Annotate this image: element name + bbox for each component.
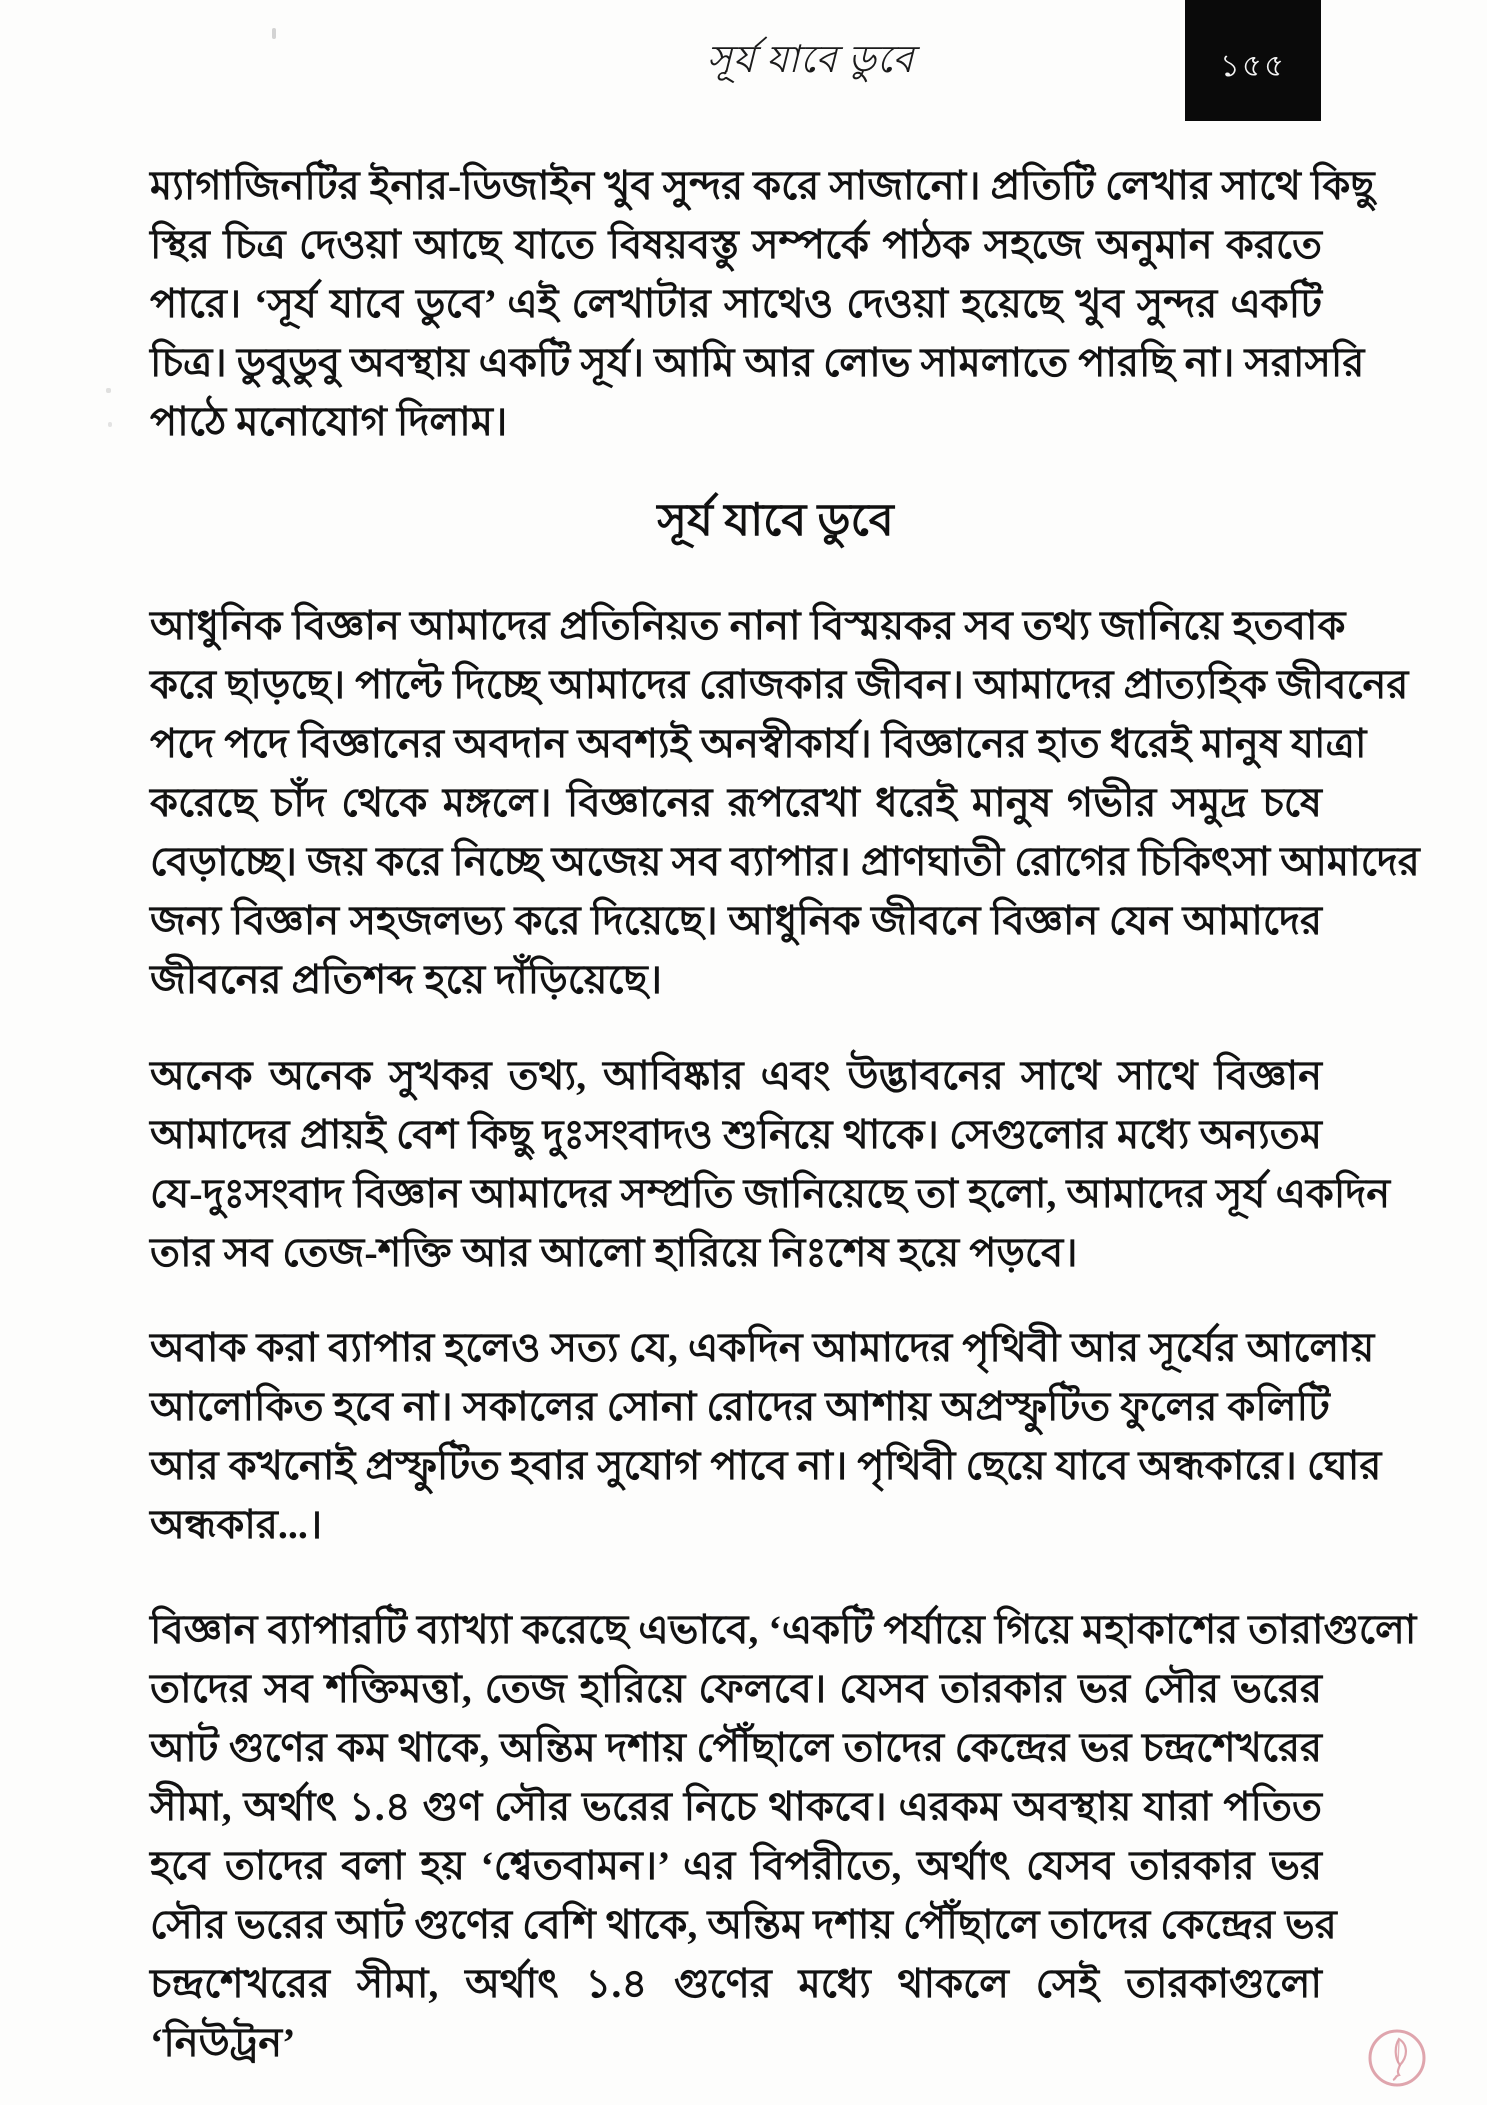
paragraph-line: বিজ্ঞান ব্যাপারটি ব্যাখ্যা করেছে এভাবে, ‘একটি পর্যায়ে গিয়ে মহাকাশের তারাগুলো [150,1607,1417,1652]
paragraph-line: পদে পদে বিজ্ঞানের অবদান অবশ্যই অনস্বীকার্য। বিজ্ঞানের হাত ধরেই মানুষ যাত্রা [150,721,1367,766]
paragraph-line: চিত্র। ডুবুডুবু অবস্থায় একটি সূর্য। আমি আর লোভ সামলাতে পারছি না। সরাসরি [150,340,1365,385]
paragraph-4 [150,1318,1382,1554]
paragraph-line: আট গুণের কম থাকে, অন্তিম দশায় পৌঁছালে তাদের কেন্দ্রের ভর চন্দ্রশেখরের [150,1725,1322,1770]
scan-speck [272,28,276,39]
paragraph-line: চন্দ্রশেখরের সীমা, অর্থাৎ ১.৪ গুণের মধ্যে থাকলে সেই তারকাগুলো ‘নিউট্রন’ [150,1961,1322,2065]
paragraph-line: জন্য বিজ্ঞান সহজলভ্য করে দিয়েছে। আধুনিক জীবনে বিজ্ঞান যেন আমাদের [150,898,1322,943]
running-head: সূর্য যাবে ডুবে [706,39,915,81]
paragraph-line: করেছে চাঁদ থেকে মঙ্গলে। বিজ্ঞানের রূপরেখা ধরেই মানুষ গভীর সমুদ্র চষে [150,780,1322,825]
paragraph-2 [150,596,1420,1009]
paragraph-line: পাঠে মনোযোগ দিলাম। [150,399,508,444]
paragraph-line: হবে তাদের বলা হয় ‘শ্বেতবামন।’ এর বিপরীতে, অর্থাৎ যেসব তারকার ভর [150,1843,1322,1888]
paragraph-line: আলোকিত হবে না। সকালের সোনা রোদের আশায় অপ্রস্ফুটিত ফুলের কলিটি [150,1384,1330,1429]
paragraph-line: তার সব তেজ-শক্তি আর আলো হারিয়ে নিঃশেষ হয়ে পড়বে। [150,1230,1078,1275]
paragraph-line: যে-দুঃসংবাদ বিজ্ঞান আমাদের সম্প্রতি জানিয়েছে তা হলো, আমাদের সূর্য একদিন [150,1171,1391,1216]
paragraph-line: অনেক অনেক সুখকর তথ্য, আবিষ্কার এবং উদ্ভাবনের সাথে সাথে বিজ্ঞান [150,1053,1322,1098]
paragraph-line: সীমা, অর্থাৎ ১.৪ গুণ সৌর ভরের নিচে থাকবে। এরকম অবস্থায় যারা পতিত [150,1784,1322,1829]
quill-circle-icon [1367,2027,1427,2089]
scan-speck [108,422,112,427]
page-number: ১৫৫ [1219,47,1287,83]
paragraph-3 [150,1046,1391,1282]
paragraph-line: তাদের সব শক্তিমত্তা, তেজ হারিয়ে ফেলবে। যেসব তারকার ভর সৌর ভরের [150,1666,1322,1711]
paragraph-5 [150,1600,1417,2065]
paragraph-line: অবাক করা ব্যাপার হলেও সত্য যে, একদিন আমাদের পৃথিবী আর সূর্যের আলোয় [150,1325,1375,1370]
paragraph-line: অন্ধকার...। [150,1502,323,1547]
paragraph-line: করে ছাড়ছে। পাল্টে দিচ্ছে আমাদের রোজকার জীবন। আমাদের প্রাত্যহিক জীবনের [150,662,1409,707]
paragraph-line: পারে। ‘সূর্য যাবে ডুবে’ এই লেখাটার সাথেও দেওয়া হয়েছে খুব সুন্দর একটি [150,281,1322,326]
page-number-box [1185,0,1321,121]
section-title: সূর্য যাবে ডুবে [657,495,894,545]
paragraph-line: আর কখনোই প্রস্ফুটিত হবার সুযোগ পাবে না। পৃথিবী ছেয়ে যাবে অন্ধকারে। ঘোর [150,1443,1382,1488]
paragraph-line: ম্যাগাজিনটির ইনার-ডিজাইন খুব সুন্দর করে সাজানো। প্রতিটি লেখার সাথে কিছু [150,163,1375,208]
publisher-watermark [1367,2027,1427,2089]
paragraph-line: সৌর ভরের আট গুণের বেশি থাকে, অন্তিম দশায় পৌঁছালে তাদের কেন্দ্রের ভর [150,1902,1337,1947]
paragraph-line: বেড়াচ্ছে। জয় করে নিচ্ছে অজেয় সব ব্যাপার। প্রাণঘাতী রোগের চিকিৎসা আমাদের [150,839,1420,884]
paragraph-1 [150,156,1375,451]
scan-speck [106,388,111,393]
paragraph-line: স্থির চিত্র দেওয়া আছে যাতে বিষয়বস্তু সম্পর্কে পাঠক সহজে অনুমান করতে [150,222,1322,267]
paragraph-line: জীবনের প্রতিশব্দ হয়ে দাঁড়িয়েছে। [150,957,663,1002]
paragraph-line: আধুনিক বিজ্ঞান আমাদের প্রতিনিয়ত নানা বিস্ময়কর সব তথ্য জানিয়ে হতবাক [150,603,1346,648]
paragraph-line: আমাদের প্রায়ই বেশ কিছু দুঃসংবাদও শুনিয়ে থাকে। সেগুলোর মধ্যে অন্যতম [150,1112,1322,1157]
